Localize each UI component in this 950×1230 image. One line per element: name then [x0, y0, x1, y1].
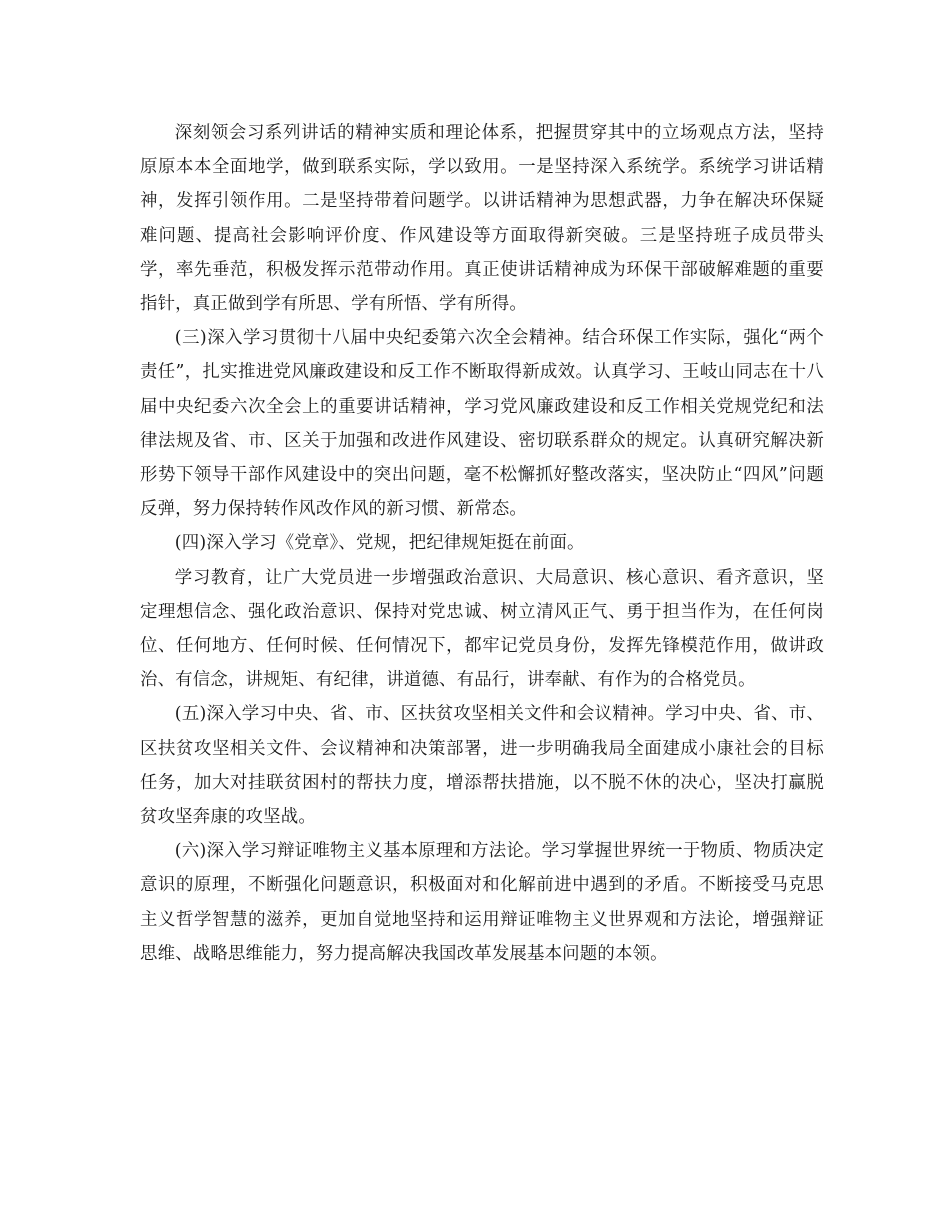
paragraph-section-5: (五)深入学习中央、省、市、区扶贫攻坚相关文件和会议精神。学习中央、省、市、区扶贫攻坚相关文件、会议精神和决策部署，进一步明确我局全面建成小康社会的目标任务，加大对挂联贫困村的帮扶力度，增添帮扶措施，以不脱不休的决心，坚决打赢脱贫攻坚奔康的攻坚战。: [140, 704, 824, 828]
document-page: [140, 116, 824, 971]
paragraph-section-3: (三)深入学习贯彻十八届中央纪委第六次全会精神。结合环保工作实际，强化“两个责任”，扎实推进党风廉政建设和反工作不断取得新成效。认真学习、王岐山同志在十八届中央纪委六次全会上的重要讲话精神，学习党风廉政建设和反工作相关党规党纪和法律法规及省、市、区关于加强和改进作风建设、密切联系群众的规定。认真研究解决新形势下领导干部作风建设中的突出问题，毫不松懈抓好整改落实，坚决防止“四风”问题反弹，努力保持转作风改作风的新习惯、新常态。: [140, 328, 824, 520]
paragraph-study-education: 学习教育，让广大党员进一步增强政治意识、大局意识、核心意识、看齐意识，坚定理想信念、强化政治意识、保持对党忠诚、树立清风正气、勇于担当作为，在任何岗位、任何地方、任何时候、任何情况下，都牢记党员身份，发挥先锋模范作用，做讲政治、有信念，讲规矩、有纪律，讲道德、有品行，讲奉献、有作为的合格党员。: [140, 567, 824, 691]
paragraph-study-speech-spirit: 深刻领会习系列讲话的精神实质和理论体系，把握贯穿其中的立场观点方法，坚持原原本本全面地学，做到联系实际，学以致用。一是坚持深入系统学。系统学习讲话精神，发挥引领作用。二是坚持带着问题学。以讲话精神为思想武器，力争在解决环保疑难问题、提高社会影响评价度、作风建设等方面取得新突破。三是坚持班子成员带头学，率先垂范，积极发挥示范带动作用。真正使讲话精神成为环保干部破解难题的重要指针，真正做到学有所思、学有所悟、学有所得。: [140, 123, 824, 315]
paragraph-section-4-heading: (四)深入学习《党章》、党规，把纪律规矩挺在前面。: [174, 533, 585, 554]
paragraph-section-6: (六)深入学习辩证唯物主义基本原理和方法论。学习掌握世界统一于物质、物质决定意识的原理，不断强化问题意识，积极面对和化解前进中遇到的矛盾。不断接受马克思主义哲学智慧的滋养，更加自觉地坚持和运用辩证唯物主义世界观和方法论，增强辩证思维、战略思维能力，努力提高解决我国改革发展基本问题的本领。: [140, 841, 824, 964]
